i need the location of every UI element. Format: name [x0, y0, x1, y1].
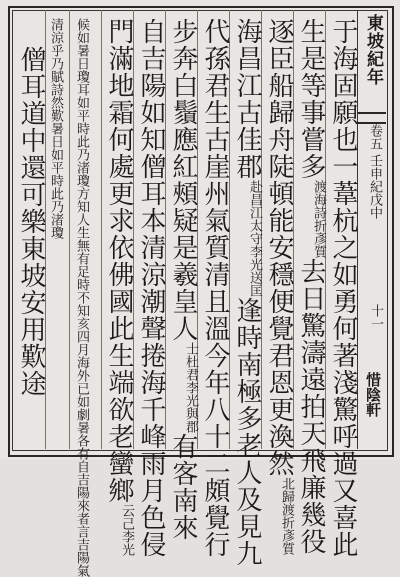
column-text: 自吉陽如知僧耳本清涼潮聲捲海千峰雨月色侵	[136, 18, 166, 558]
text-column	[69, 10, 104, 577]
text-column	[261, 10, 296, 555]
interlinear-note	[119, 504, 133, 556]
note-right: 折彥質	[311, 219, 326, 258]
fold-title: 東坡紀年	[363, 14, 383, 86]
fish-tail-mark	[357, 112, 386, 124]
text-column	[165, 10, 200, 541]
interlinear-note	[247, 180, 261, 297]
note-left: 清涼乎乃賦詩	[48, 18, 63, 96]
text-column	[229, 10, 264, 567]
interlinear-note	[74, 18, 88, 577]
note-right: 李光與郡	[183, 381, 198, 433]
interlinear-note	[311, 180, 325, 258]
column-text	[233, 18, 261, 567]
note-right: 李光	[119, 530, 134, 556]
note-left: 北歸渡	[279, 477, 294, 516]
interlinear-note	[279, 477, 293, 555]
fold-bottom-label: 惜陰軒	[364, 372, 382, 417]
column-main-cont: 有客南來	[168, 433, 198, 541]
text-column	[325, 10, 360, 558]
column-text	[265, 18, 293, 555]
text-column	[45, 10, 70, 449]
note-right: 亥四月海外已如劇暑各有自吉陽來者言吉陽氣	[74, 317, 89, 577]
note-right: 折彥質	[279, 516, 294, 555]
column-text: 代孫君生古崖州氣質清且溫今年八十二頗覺行	[200, 18, 230, 558]
interlinear-note	[48, 18, 62, 239]
note-right: 然歎暑日如平時此乃渚瓊	[48, 96, 63, 239]
note-left: 候如暑日瓊耳如平時此乃渚瓊方知人生無有足時不知	[74, 18, 89, 317]
column-text	[169, 18, 197, 541]
column-text: 于海固願也一葦杭之如勇何著淺驚呼過又喜此	[328, 18, 358, 558]
text-columns	[14, 10, 358, 577]
column-main-cont: 逢時南極多老人及見九	[232, 297, 262, 567]
note-right: 李光送匡	[247, 245, 262, 297]
column-text	[297, 18, 325, 555]
interlinear-note	[183, 342, 197, 433]
note-left: 云己	[119, 504, 134, 530]
column-text: 僧耳道中還可樂東坡安用歎途	[16, 46, 46, 397]
text-column	[293, 10, 328, 555]
text-column	[14, 10, 45, 449]
column-main: 生是等事嘗多	[296, 18, 326, 180]
fold-subtitle: 卷五 壬申紀戊中	[367, 124, 382, 220]
column-main: 海	[232, 18, 262, 45]
column-main-cont: 昌江古佳郡	[232, 45, 262, 180]
column-text	[73, 18, 88, 577]
column-main: 門滿地霜何處更求依佛國此生端欲老蠻鄉	[104, 18, 134, 504]
column-main: 步奔白鬚應紅頰疑是羲皇人	[168, 18, 198, 342]
note-left: 赴昌江太守	[247, 180, 262, 245]
leaf-number: 十一	[368, 304, 383, 330]
note-left: 渡海詩	[311, 180, 326, 219]
column-main-cont: 去日驚濤遠拍天飛廉幾役	[296, 258, 326, 555]
text-column	[101, 10, 136, 556]
column-text	[47, 18, 62, 239]
text-column	[133, 10, 168, 558]
note-left: 士杜君	[183, 342, 198, 381]
column-main: 逐臣船歸舟陡頓能安穩便覺君恩更渙然	[264, 18, 294, 477]
column-text	[105, 18, 133, 556]
text-column	[197, 10, 232, 558]
